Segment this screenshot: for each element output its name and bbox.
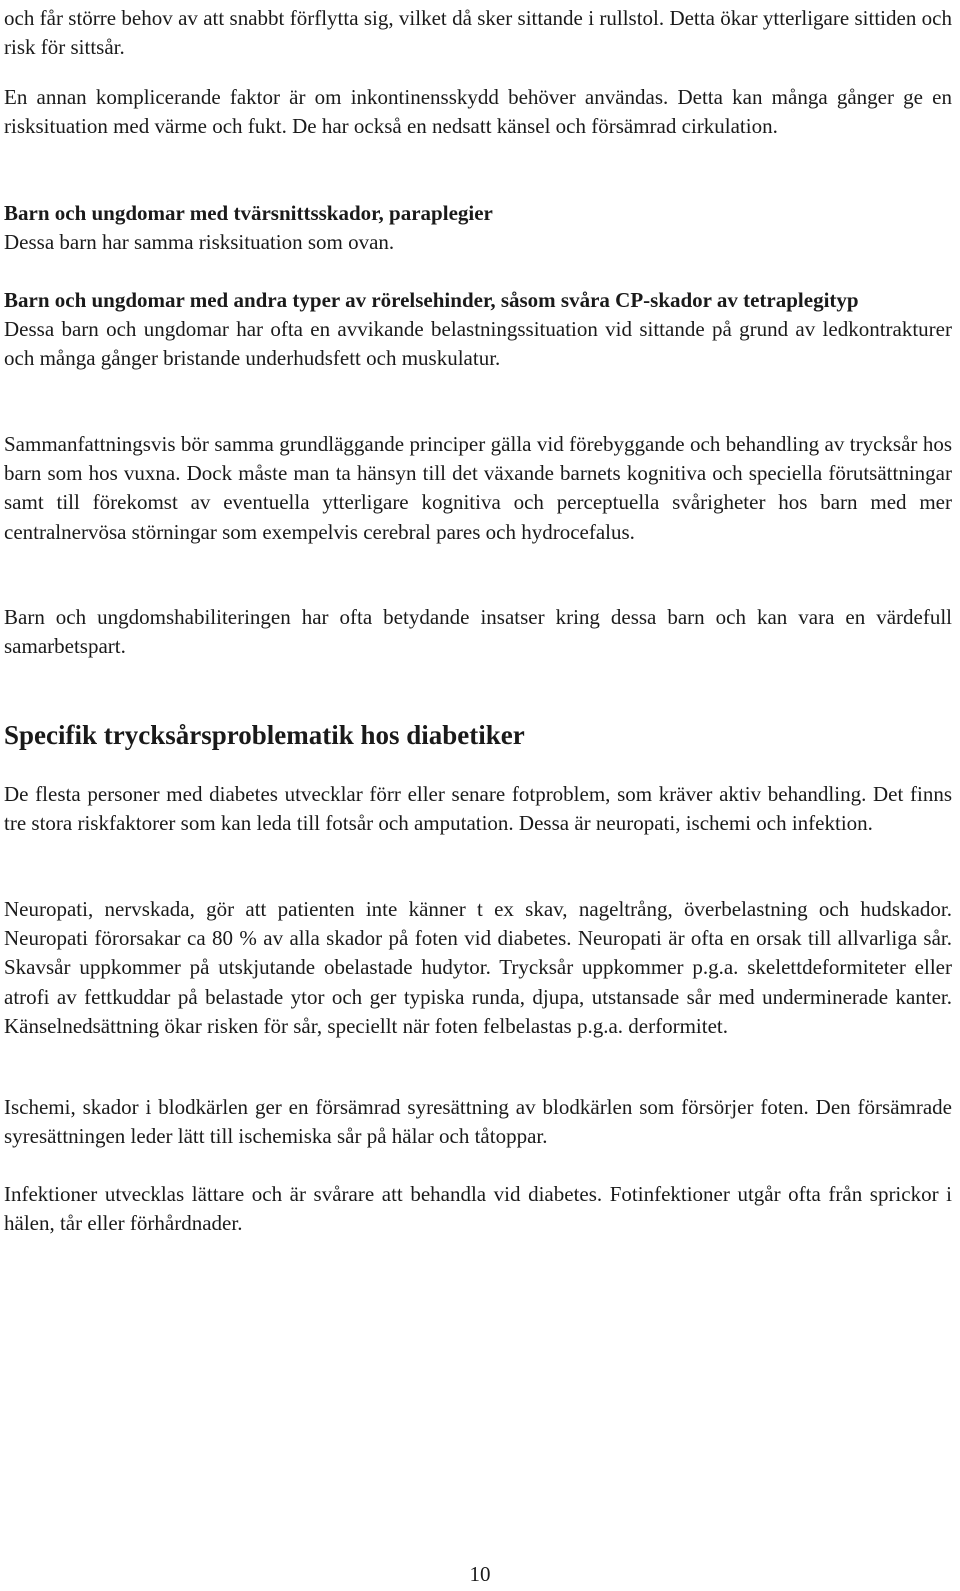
paragraph-text: Dessa barn och ungdomar har ofta en avvikande belastningssituation vid sittande på grund av ledkontrakturer och många gånger bristande underhudsfett och muskulatur. xyxy=(4,317,952,371)
paragraph-text: Infektioner utvecklas lättare och är svårare att behandla vid diabetes. Fotinfektioner utgår ofta från sprickor i hälen, tår eller förhårdnader. xyxy=(4,1182,952,1236)
paragraph-wheelchair xyxy=(4,4,952,62)
paragraph-text: De flesta personer med diabetes utvecklar förr eller senare fotproblem, som kräver aktiv behandling. Det finns tre stora riskfaktorer som kan leda till fotsår och amputation. Dessa är neuropati, ischemi och infektion. xyxy=(4,782,952,836)
paragraph-text: och får större behov av att snabbt förflytta sig, vilket då sker sittande i rullstol. Detta ökar ytterligare sittiden och risk för sittsår. xyxy=(4,6,952,60)
paragraph-text: Sammanfattningsvis bör samma grundläggande principer gälla vid förebyggande och behandling av trycksår hos barn som hos vuxna. Dock måste man ta hänsyn till det växande barnets kognitiva och speciella förutsättningar samt till förekomst av eventuella ytterligare kognitiva och perceptuella svårigheter hos barn med mer centralnervösa störningar som exempelvis cerebral pares och hydrocefalus. xyxy=(4,432,952,544)
paragraph-summary xyxy=(4,430,952,547)
subheading-cp-injuries: Barn och ungdomar med andra typer av rörelsehinder, såsom svåra CP-skador av tetraplegityp xyxy=(4,288,859,312)
paragraph-neuropathy xyxy=(4,895,952,1041)
paragraph-infection xyxy=(4,1180,952,1238)
paragraph-text: Barn och ungdomshabiliteringen har ofta betydande insatser kring dessa barn och kan vara en värdefull samarbetspart. xyxy=(4,605,952,659)
paragraph-paraplegia xyxy=(4,199,952,257)
paragraph-ischemia xyxy=(4,1093,952,1151)
paragraph-text: Ischemi, skador i blodkärlen ger en försämrad syresättning av blodkärlen som försörjer foten. Den försämrade syresättningen leder lätt till ischemiska sår på hälar och tåtoppar. xyxy=(4,1095,952,1149)
paragraph-incontinence xyxy=(4,83,952,141)
section-heading: Specifik trycksårsproblematik hos diabetiker xyxy=(4,720,525,750)
subheading-paraplegia: Barn och ungdomar med tvärsnittsskador, paraplegier xyxy=(4,201,493,225)
paragraph-diabetes-intro xyxy=(4,780,952,838)
paragraph-habilitation xyxy=(4,603,952,661)
paragraph-text: En annan komplicerande faktor är om inkontinensskydd behöver användas. Detta kan många gånger ge en risksituation med värme och fukt. De har också en nedsatt känsel och försämrad cirkulation. xyxy=(4,85,952,139)
paragraph-cp-injuries xyxy=(4,286,952,374)
paragraph-text: Neuropati, nervskada, gör att patienten inte känner t ex skav, nageltrång, överbelastning och hudskador. Neuropati förorsakar ca 80 % av alla skador på foten vid diabetes. Neuropati är ofta en orsak till allvarliga sår. Skavsår uppkommer på utskjutande obelastade hudytor. Trycksår uppkommer p.g.a. skelettdeformiteter eller atrofi av fettkuddar på belastade ytor och ger typiska runda, djupa, utstansade sår med underminerade kanter. Känselnedsättning ökar risken för sår, speciellt när foten felbelastas p.g.a. derformitet. xyxy=(4,897,952,1038)
page-number: 10 xyxy=(469,1562,491,1586)
paragraph-text: Dessa barn har samma risksituation som ovan. xyxy=(4,230,395,255)
section-diabetes xyxy=(4,718,952,752)
